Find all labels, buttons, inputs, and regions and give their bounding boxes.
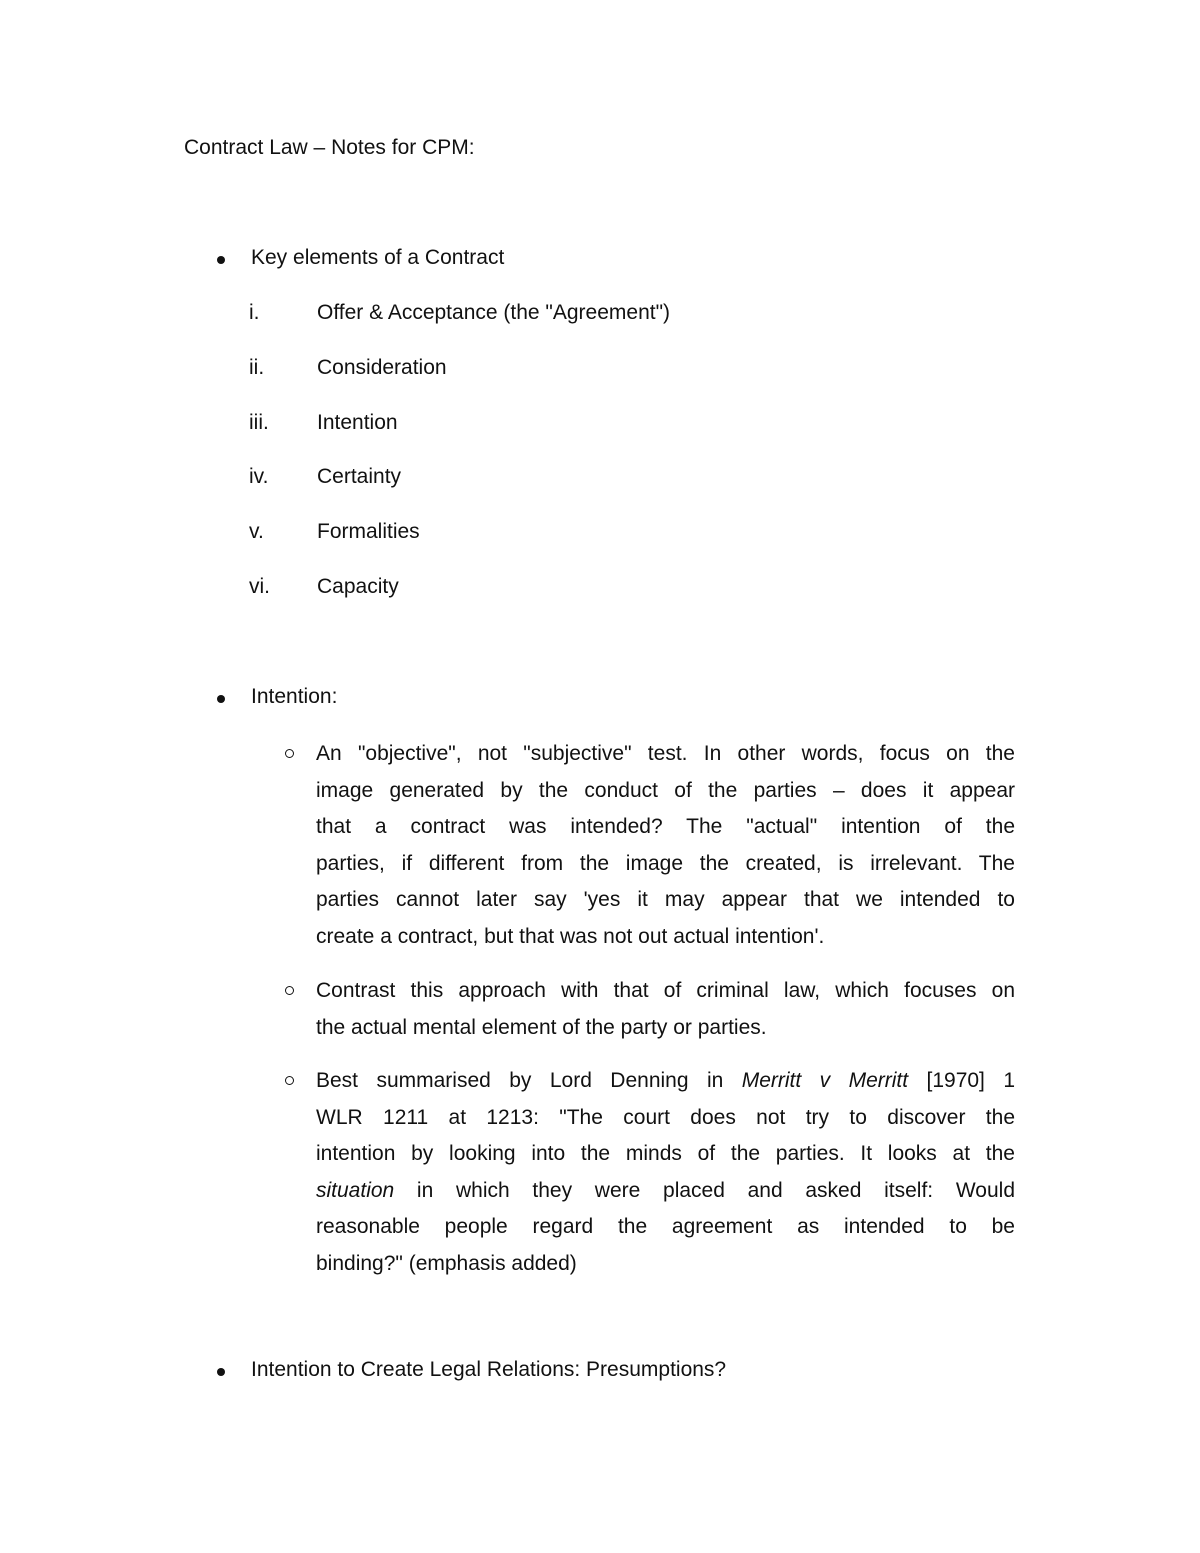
list-numeral: iv. bbox=[249, 465, 269, 488]
paragraph-line bbox=[316, 1063, 1015, 1100]
intention-point-objective bbox=[316, 736, 1015, 955]
bullet-icon bbox=[217, 256, 225, 264]
paragraph-line: create a contract, but that was not out actual intention'. bbox=[316, 924, 825, 948]
section-heading-intention: Intention: bbox=[251, 685, 338, 708]
list-numeral: v. bbox=[249, 520, 264, 543]
list-item: Capacity bbox=[317, 575, 399, 598]
paragraph-line: the actual mental element of the party or parties. bbox=[316, 1015, 767, 1039]
paragraph-line: An "objective", not "subjective" test. In other words, focus on the bbox=[316, 742, 1015, 765]
paragraph-line: image generated by the conduct of the parties – does it appear bbox=[316, 778, 1015, 802]
paragraph-line: parties cannot later say 'yes it may appear that we intended to bbox=[316, 888, 1015, 911]
text-run: in which they were placed and asked itself: Would bbox=[394, 1178, 1015, 1202]
list-item: Certainty bbox=[317, 465, 402, 488]
page-title: Contract Law – Notes for CPM: bbox=[184, 136, 475, 159]
list-numeral: iii. bbox=[249, 411, 269, 434]
paragraph-line: reasonable people regard the agreement as intended to be bbox=[316, 1215, 1015, 1238]
list-numeral: vi. bbox=[249, 575, 270, 598]
paragraph-line: intention by looking into the minds of the parties. It looks at the bbox=[316, 1142, 1015, 1165]
text-run: Best summarised by Lord Denning in bbox=[316, 1069, 742, 1092]
section-heading-key-elements: Key elements of a Contract bbox=[251, 246, 505, 269]
circle-bullet-icon bbox=[285, 986, 294, 995]
list-item: Consideration bbox=[317, 356, 447, 379]
circle-bullet-icon bbox=[285, 749, 294, 758]
list-numeral: i. bbox=[249, 301, 260, 324]
intention-point-denning bbox=[316, 1063, 1015, 1282]
paragraph-line: binding?" (emphasis added) bbox=[316, 1251, 577, 1275]
paragraph-line: that a contract was intended? The "actual" intention of the bbox=[316, 815, 1015, 838]
list-item: Formalities bbox=[317, 520, 420, 543]
paragraph-line: parties, if different from the image the created, is irrelevant. The bbox=[316, 851, 1015, 875]
list-item: Offer & Acceptance (the "Agreement") bbox=[317, 301, 671, 324]
section-heading-presumptions: Intention to Create Legal Relations: Presumptions? bbox=[251, 1358, 727, 1381]
case-name: Merritt v Merritt bbox=[741, 1069, 909, 1092]
circle-bullet-icon bbox=[285, 1076, 294, 1085]
bullet-icon bbox=[217, 1368, 225, 1376]
intention-point-contrast bbox=[316, 973, 1015, 1046]
paragraph-line: Contrast this approach with that of criminal law, which focuses on bbox=[316, 979, 1015, 1002]
list-numeral: ii. bbox=[249, 356, 265, 379]
paragraph-line: WLR 1211 at 1213: "The court does not try to discover the bbox=[316, 1105, 1015, 1129]
bullet-icon bbox=[217, 695, 225, 703]
emphasis-word: situation bbox=[316, 1178, 395, 1202]
text-run: [1970] 1 bbox=[908, 1069, 1015, 1092]
list-item: Intention bbox=[317, 411, 398, 434]
paragraph-line bbox=[316, 1173, 1015, 1210]
